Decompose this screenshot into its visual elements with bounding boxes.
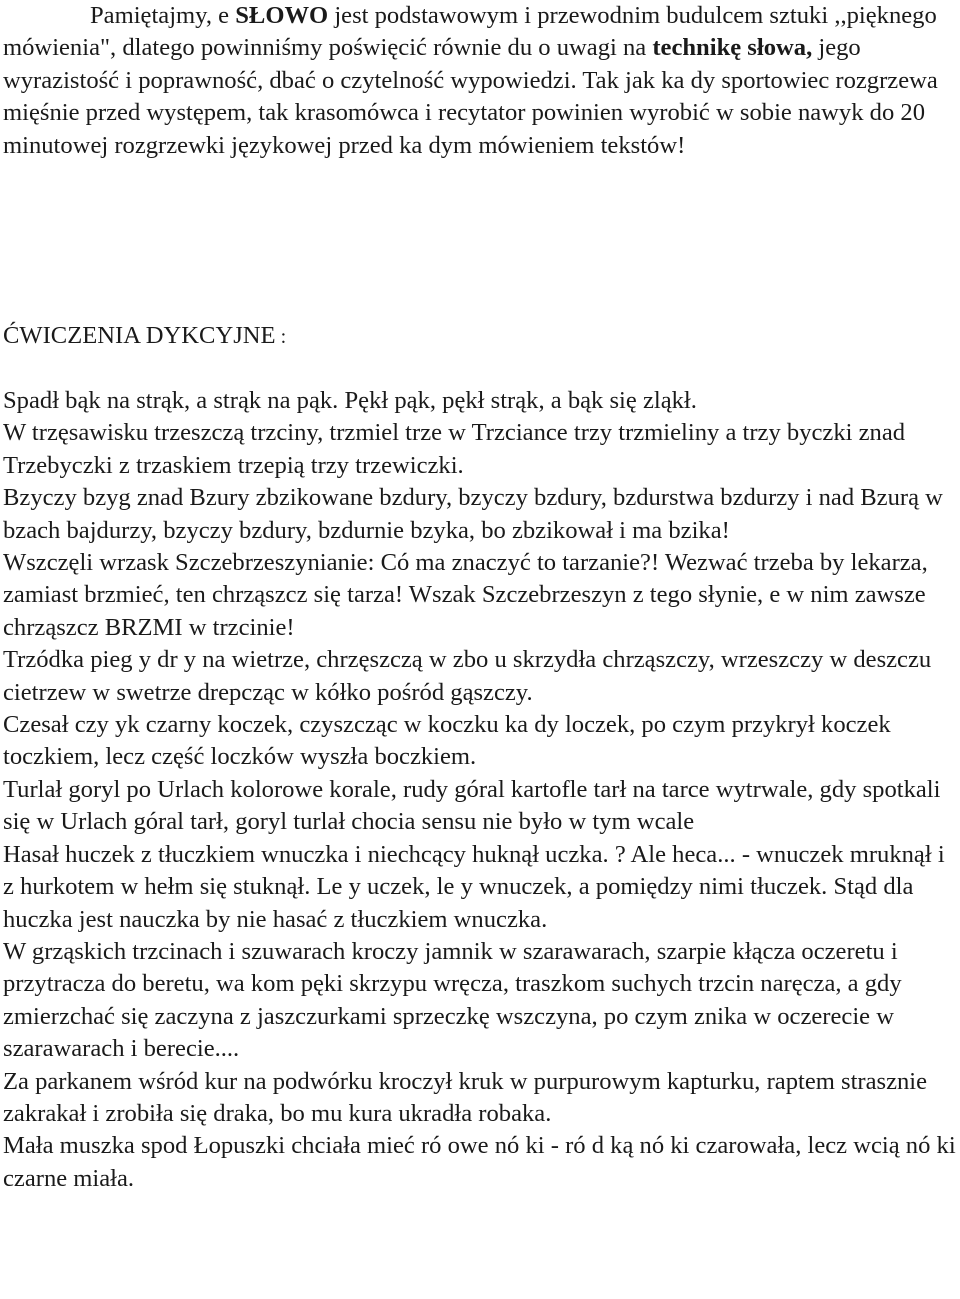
intro-text-1: Pamiętajmy, e bbox=[90, 2, 236, 29]
intro-bold-technika: technikę słowa, bbox=[652, 34, 813, 62]
intro-bold-slowo: SŁOWO bbox=[235, 2, 329, 29]
exercise-item: W grząskich trzcinach i szuwarach kroczy jamnik w szarawarach, szarpie kłącza oczeretu i przytracza do beretu, wa kom pęki skrzypu wręcza, traszkom suchych trzcin naręcza, a gdy zmierzchać się zaczyna z jaszczurkami sprzeczkę wszczyna, po czym znika w oczerecie w szarawarach i berecie.... bbox=[3, 937, 902, 1063]
intro-text-2: jest podstawowym i przewodnim budulcem sztuki ,,pięknego mówienia", dlatego powinniśmy poświęcić równie du o uwagi na bbox=[3, 2, 937, 62]
intro-paragraph bbox=[3, 0, 958, 162]
exercise-item: Bzyczy bzyg znad Bzury zbzikowane bzdury, bzyczy bzdury, bzdurstwa bzdurzy i nad Bzurą w bzach bajdurzy, bzyczy bzdury, bzdurnie bzyka, bo zbzikował i ma bzika! bbox=[3, 484, 943, 544]
section-heading bbox=[3, 320, 286, 353]
intro-text-3: jego wyrazistość i poprawność, dbać o czytelność wypowiedzi. Tak jak ka dy sportowiec rozgrzewa mięśnie przed występem, tak krasomówca i recytator powinien wyrobić w sobie nawyk do 20 minutowej rozgrzewki językowej przed ka dym mówieniem tekstów! bbox=[3, 34, 938, 159]
exercise-item: Hasał huczek z tłuczkiem wnuczka i niechcący huknął uczka. ? Ale heca... - wnuczek mruknął i z hurkotem w hełm się stuknął. Le y uczek, le y wnuczek, a pomiędzy nimi tłuczek. Stąd dla huczka jest nauczka by nie hasać z tłuczkiem wnuczka. bbox=[3, 840, 945, 933]
exercise-item: Spadł bąk na strąk, a strąk na pąk. Pękł pąk, pękł strąk, a bąk się zląkł. bbox=[3, 387, 697, 414]
exercise-item: Mała muszka spod Łopuszki chciała mieć ró owe nó ki - ró d ką nó ki czarowała, lecz wcią nó ki czarne miała. bbox=[3, 1132, 956, 1192]
exercise-item: Za parkanem wśród kur na podwórku kroczył kruk w purpurowym kapturku, raptem strasznie zakrakał i zrobiła się draka, bo mu kura ukradła robaka. bbox=[3, 1067, 928, 1127]
exercise-list bbox=[3, 385, 958, 1195]
exercise-item: Turlał goryl po Urlach kolorowe korale, rudy góral kartofle tarł na tarce wytrwale, gdy spotkali się w Urlach góral tarł, goryl turlał chocia sensu nie było w tym wcale bbox=[3, 775, 941, 836]
document-page bbox=[3, 0, 958, 1192]
section-heading-colon: : bbox=[275, 326, 287, 348]
exercise-item: Trzódka pieg y dr y na wietrze, chrzęszczą w zbo u skrzydła chrząszczy, wrzeszczy w deszczu cietrzew w swetrze drepcząc w kółko pośród gąszczy. bbox=[3, 646, 932, 706]
exercise-item: Czesał czy yk czarny koczek, czyszcząc w koczku ka dy loczek, po czym przykrył koczek toczkiem, lecz część loczków wyszła boczkiem. bbox=[3, 711, 891, 771]
exercise-item: Wszczęli wrzask Szczebrzeszynianie: Có ma znaczyć to tarzanie?! Wezwać trzeba by lekarza, zamiast brzmieć, ten chrząszcz się tarza! Wszak Szczebrzeszyn z tego słynie, e w nim zawsze chrząszcz BRZMI w trzcinie! bbox=[3, 549, 928, 641]
section-heading-title: ĆWICZENIA DYKCYJNE bbox=[3, 322, 276, 349]
exercise-item: W trzęsawisku trzeszczą trzciny, trzmiel trze w Trzciance trzy trzmieliny a trzy byczki znad Trzebyczki z trzaskiem trzepią trzy trzewiczki. bbox=[3, 419, 906, 479]
